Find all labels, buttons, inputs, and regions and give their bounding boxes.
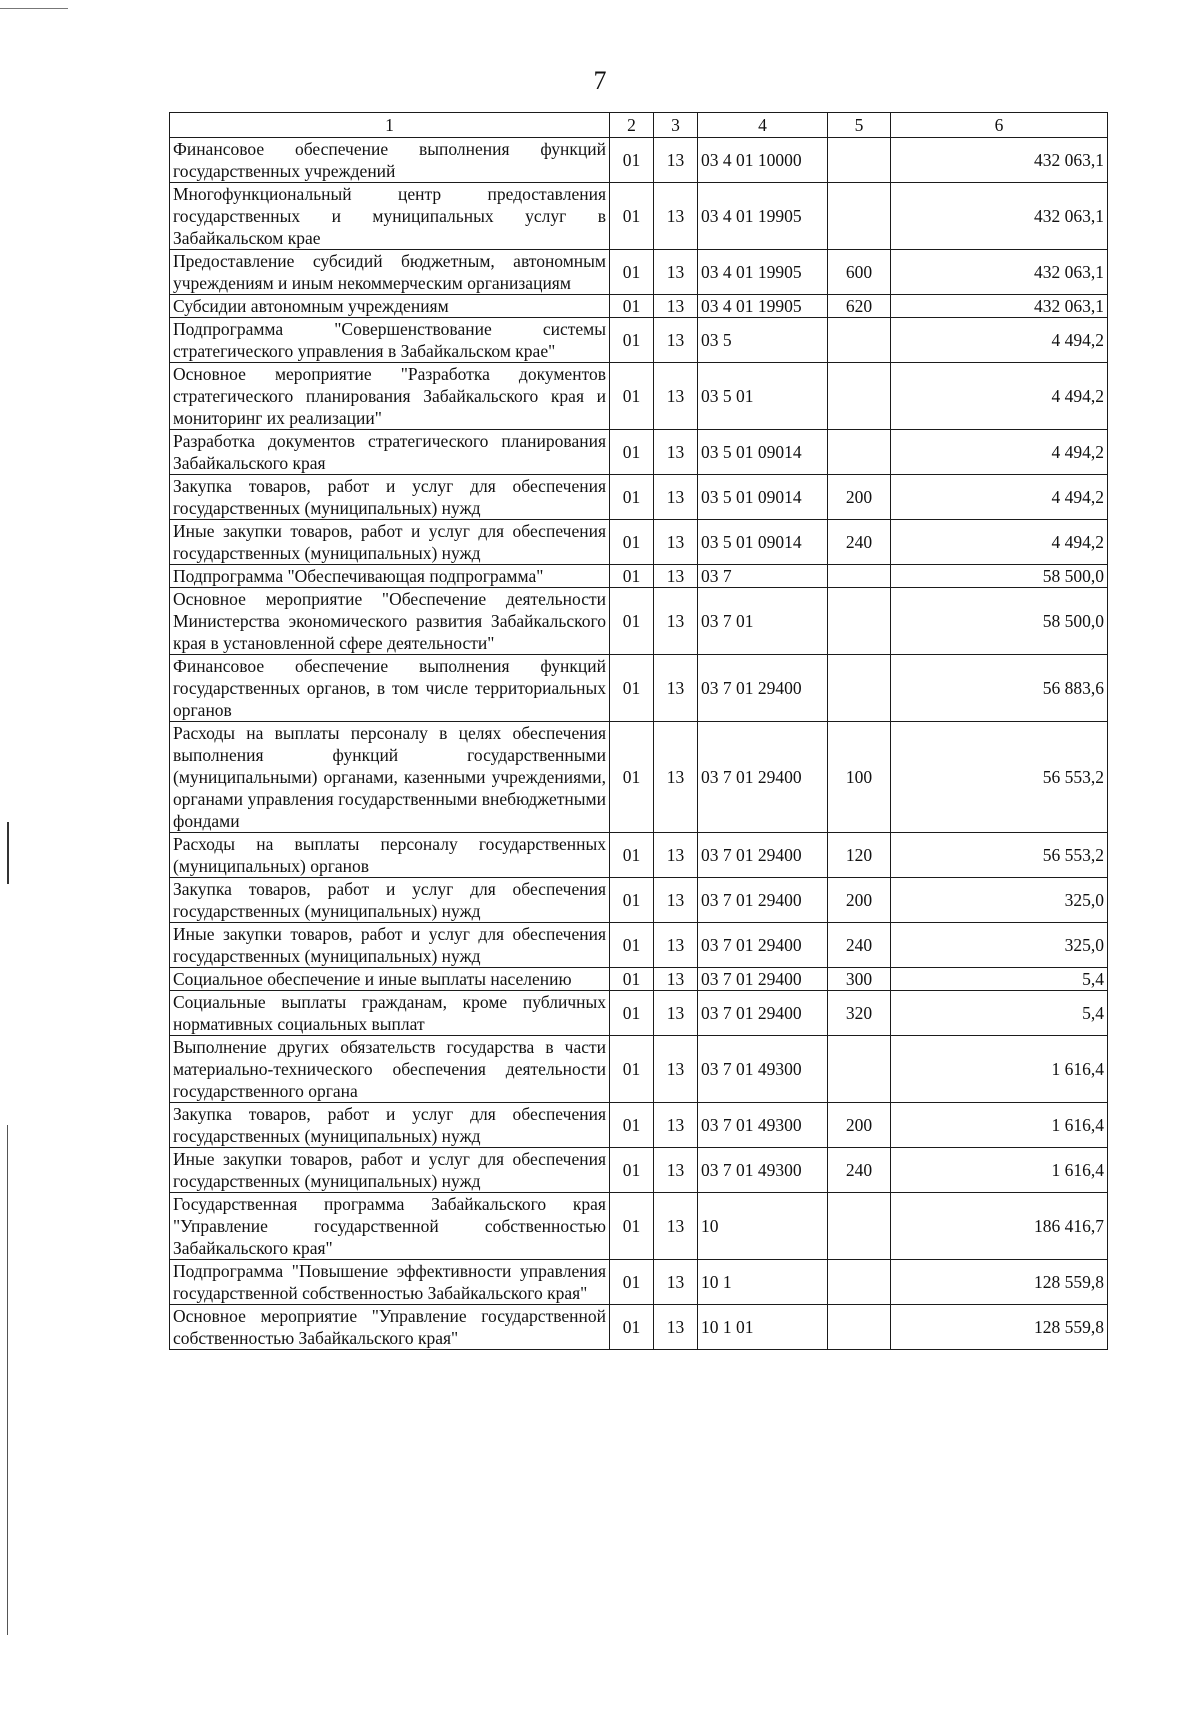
amount-cell: 4 494,2 (891, 318, 1108, 363)
expense-type-cell: 240 (828, 923, 891, 968)
section-code-cell: 01 (610, 923, 654, 968)
subsection-code-cell: 13 (654, 923, 698, 968)
amount-cell: 5,4 (891, 968, 1108, 991)
expense-type-cell: 100 (828, 722, 891, 833)
expense-type-cell (828, 318, 891, 363)
amount-cell: 56 883,6 (891, 655, 1108, 722)
scan-edge-line (0, 8, 68, 9)
expense-name-cell: Подпрограмма "Совершенствование системы стратегического управления в Забайкальском крае" (170, 318, 610, 363)
section-code-cell: 01 (610, 1148, 654, 1193)
amount-cell: 4 494,2 (891, 520, 1108, 565)
target-article-cell: 03 5 (698, 318, 828, 363)
expense-name-cell: Социальные выплаты гражданам, кроме публичных нормативных социальных выплат (170, 991, 610, 1036)
table-row (170, 833, 1108, 878)
expense-type-cell: 600 (828, 250, 891, 295)
amount-cell: 58 500,0 (891, 588, 1108, 655)
table-row (170, 138, 1108, 183)
target-article-cell: 03 7 01 29400 (698, 878, 828, 923)
subsection-code-cell: 13 (654, 565, 698, 588)
target-article-cell: 03 7 01 (698, 588, 828, 655)
table-row (170, 520, 1108, 565)
subsection-code-cell: 13 (654, 1260, 698, 1305)
page-number: 7 (593, 66, 607, 95)
subsection-code-cell: 13 (654, 1305, 698, 1350)
target-article-cell: 03 7 01 29400 (698, 655, 828, 722)
expense-name-cell: Основное мероприятие "Разработка документов стратегического планирования Забайкальского края и мониторинг их реализации" (170, 363, 610, 430)
subsection-code-cell: 13 (654, 430, 698, 475)
expense-name-cell: Иные закупки товаров, работ и услуг для обеспечения государственных (муниципальных) нужд (170, 923, 610, 968)
expense-type-cell (828, 363, 891, 430)
expense-type-cell (828, 1305, 891, 1350)
table-row (170, 968, 1108, 991)
expense-name-cell: Государственная программа Забайкальского края "Управление государственной собственностью Забайкальского края" (170, 1193, 610, 1260)
target-article-cell: 03 5 01 (698, 363, 828, 430)
expense-type-cell: 240 (828, 520, 891, 565)
section-code-cell: 01 (610, 183, 654, 250)
section-code-cell: 01 (610, 655, 654, 722)
table-row (170, 1260, 1108, 1305)
expense-name-cell: Предоставление субсидий бюджетным, автономным учреждениям и иным некоммерческим организациям (170, 250, 610, 295)
subsection-code-cell: 13 (654, 1103, 698, 1148)
subsection-code-cell: 13 (654, 520, 698, 565)
section-code-cell: 01 (610, 430, 654, 475)
target-article-cell: 03 5 01 09014 (698, 475, 828, 520)
expense-type-cell (828, 565, 891, 588)
table-row (170, 183, 1108, 250)
amount-cell: 1 616,4 (891, 1103, 1108, 1148)
target-article-cell: 03 7 01 29400 (698, 833, 828, 878)
section-code-cell: 01 (610, 1103, 654, 1148)
subsection-code-cell: 13 (654, 138, 698, 183)
target-article-cell: 03 7 01 49300 (698, 1036, 828, 1103)
expense-name-cell: Многофункциональный центр предоставления государственных и муниципальных услуг в Забайкальском крае (170, 183, 610, 250)
subsection-code-cell: 13 (654, 183, 698, 250)
section-code-cell: 01 (610, 295, 654, 318)
scan-edge-mark (7, 822, 9, 884)
expense-type-cell: 200 (828, 878, 891, 923)
amount-cell: 325,0 (891, 878, 1108, 923)
expense-name-cell: Подпрограмма "Повышение эффективности управления государственной собственностью Забайкальского края" (170, 1260, 610, 1305)
subsection-code-cell: 13 (654, 991, 698, 1036)
expense-type-cell: 240 (828, 1148, 891, 1193)
table-row (170, 991, 1108, 1036)
target-article-cell: 10 (698, 1193, 828, 1260)
table-row (170, 923, 1108, 968)
expense-name-cell: Основное мероприятие "Обеспечение деятельности Министерства экономического развития Забайкальского края в установленной сфере деятельности" (170, 588, 610, 655)
target-article-cell: 03 4 01 19905 (698, 250, 828, 295)
section-code-cell: 01 (610, 520, 654, 565)
amount-cell: 128 559,8 (891, 1305, 1108, 1350)
expense-type-cell: 200 (828, 1103, 891, 1148)
amount-cell: 56 553,2 (891, 722, 1108, 833)
section-code-cell: 01 (610, 1305, 654, 1350)
section-code-cell: 01 (610, 878, 654, 923)
table-row (170, 1103, 1108, 1148)
expense-name-cell: Основное мероприятие "Управление государственной собственностью Забайкальского края" (170, 1305, 610, 1350)
section-code-cell: 01 (610, 1260, 654, 1305)
table-row (170, 1036, 1108, 1103)
table-row (170, 295, 1108, 318)
header-cell: 4 (698, 113, 828, 138)
amount-cell: 325,0 (891, 923, 1108, 968)
expense-type-cell: 620 (828, 295, 891, 318)
section-code-cell: 01 (610, 968, 654, 991)
amount-cell: 432 063,1 (891, 295, 1108, 318)
expense-type-cell (828, 588, 891, 655)
amount-cell: 1 616,4 (891, 1036, 1108, 1103)
expense-name-cell: Иные закупки товаров, работ и услуг для обеспечения государственных (муниципальных) нужд (170, 520, 610, 565)
table-row (170, 363, 1108, 430)
subsection-code-cell: 13 (654, 968, 698, 991)
subsection-code-cell: 13 (654, 363, 698, 430)
expense-type-cell (828, 1036, 891, 1103)
subsection-code-cell: 13 (654, 295, 698, 318)
target-article-cell: 03 7 01 29400 (698, 991, 828, 1036)
expense-name-cell: Субсидии автономным учреждениям (170, 295, 610, 318)
section-code-cell: 01 (610, 833, 654, 878)
subsection-code-cell: 13 (654, 1193, 698, 1260)
expense-name-cell: Финансовое обеспечение выполнения функций государственных учреждений (170, 138, 610, 183)
table-row (170, 1305, 1108, 1350)
expense-type-cell (828, 183, 891, 250)
table-row (170, 475, 1108, 520)
section-code-cell: 01 (610, 363, 654, 430)
section-code-cell: 01 (610, 588, 654, 655)
amount-cell: 4 494,2 (891, 430, 1108, 475)
section-code-cell: 01 (610, 475, 654, 520)
expense-name-cell: Расходы на выплаты персоналу в целях обеспечения выполнения функций государственными (муниципальными) органами, казенными учреждениями, органами управления государственными внебюджетными фондами (170, 722, 610, 833)
target-article-cell: 03 4 01 19905 (698, 295, 828, 318)
amount-cell: 5,4 (891, 991, 1108, 1036)
section-code-cell: 01 (610, 318, 654, 363)
expense-name-cell: Подпрограмма "Обеспечивающая подпрограмма" (170, 565, 610, 588)
amount-cell: 1 616,4 (891, 1148, 1108, 1193)
target-article-cell: 10 1 01 (698, 1305, 828, 1350)
expense-name-cell: Выполнение других обязательств государства в части материально-технического обеспечения деятельности государственного органа (170, 1036, 610, 1103)
amount-cell: 432 063,1 (891, 250, 1108, 295)
header-cell: 1 (170, 113, 610, 138)
table-row (170, 1193, 1108, 1260)
amount-cell: 4 494,2 (891, 475, 1108, 520)
subsection-code-cell: 13 (654, 1148, 698, 1193)
header-cell: 2 (610, 113, 654, 138)
section-code-cell: 01 (610, 1036, 654, 1103)
section-code-cell: 01 (610, 250, 654, 295)
table-body (170, 113, 1108, 1350)
amount-cell: 128 559,8 (891, 1260, 1108, 1305)
expense-type-cell (828, 655, 891, 722)
expense-name-cell: Разработка документов стратегического планирования Забайкальского края (170, 430, 610, 475)
expense-type-cell (828, 1193, 891, 1260)
expense-name-cell: Закупка товаров, работ и услуг для обеспечения государственных (муниципальных) нужд (170, 475, 610, 520)
target-article-cell: 03 4 01 10000 (698, 138, 828, 183)
expense-type-cell: 320 (828, 991, 891, 1036)
subsection-code-cell: 13 (654, 588, 698, 655)
subsection-code-cell: 13 (654, 833, 698, 878)
amount-cell: 56 553,2 (891, 833, 1108, 878)
expense-type-cell: 200 (828, 475, 891, 520)
table-row (170, 655, 1108, 722)
section-code-cell: 01 (610, 991, 654, 1036)
subsection-code-cell: 13 (654, 1036, 698, 1103)
table-row (170, 318, 1108, 363)
target-article-cell: 03 7 01 49300 (698, 1148, 828, 1193)
section-code-cell: 01 (610, 565, 654, 588)
section-code-cell: 01 (610, 722, 654, 833)
subsection-code-cell: 13 (654, 722, 698, 833)
expense-type-cell: 120 (828, 833, 891, 878)
subsection-code-cell: 13 (654, 878, 698, 923)
table-row (170, 1148, 1108, 1193)
expense-name-cell: Закупка товаров, работ и услуг для обеспечения государственных (муниципальных) нужд (170, 1103, 610, 1148)
target-article-cell: 03 4 01 19905 (698, 183, 828, 250)
subsection-code-cell: 13 (654, 655, 698, 722)
table-row (170, 430, 1108, 475)
amount-cell: 432 063,1 (891, 138, 1108, 183)
target-article-cell: 03 5 01 09014 (698, 430, 828, 475)
expense-type-cell (828, 1260, 891, 1305)
table-row (170, 722, 1108, 833)
target-article-cell: 10 1 (698, 1260, 828, 1305)
expense-name-cell: Социальное обеспечение и иные выплаты населению (170, 968, 610, 991)
table-row (170, 565, 1108, 588)
amount-cell: 4 494,2 (891, 363, 1108, 430)
amount-cell: 186 416,7 (891, 1193, 1108, 1260)
table-row (170, 250, 1108, 295)
subsection-code-cell: 13 (654, 250, 698, 295)
subsection-code-cell: 13 (654, 318, 698, 363)
expense-name-cell: Иные закупки товаров, работ и услуг для обеспечения государственных (муниципальных) нужд (170, 1148, 610, 1193)
table-row (170, 878, 1108, 923)
header-row (170, 113, 1108, 138)
amount-cell: 58 500,0 (891, 565, 1108, 588)
expense-name-cell: Закупка товаров, работ и услуг для обеспечения государственных (муниципальных) нужд (170, 878, 610, 923)
header-cell: 6 (891, 113, 1108, 138)
expense-type-cell: 300 (828, 968, 891, 991)
target-article-cell: 03 5 01 09014 (698, 520, 828, 565)
budget-table (169, 112, 1108, 1350)
header-cell: 3 (654, 113, 698, 138)
header-cell: 5 (828, 113, 891, 138)
target-article-cell: 03 7 01 29400 (698, 968, 828, 991)
target-article-cell: 03 7 01 29400 (698, 722, 828, 833)
scan-edge-mark (7, 1125, 8, 1635)
subsection-code-cell: 13 (654, 475, 698, 520)
amount-cell: 432 063,1 (891, 183, 1108, 250)
expense-type-cell (828, 430, 891, 475)
expense-name-cell: Финансовое обеспечение выполнения функций государственных органов, в том числе территориальных органов (170, 655, 610, 722)
expense-type-cell (828, 138, 891, 183)
section-code-cell: 01 (610, 138, 654, 183)
target-article-cell: 03 7 01 49300 (698, 1103, 828, 1148)
section-code-cell: 01 (610, 1193, 654, 1260)
target-article-cell: 03 7 (698, 565, 828, 588)
table-row (170, 588, 1108, 655)
target-article-cell: 03 7 01 29400 (698, 923, 828, 968)
expense-name-cell: Расходы на выплаты персоналу государственных (муниципальных) органов (170, 833, 610, 878)
